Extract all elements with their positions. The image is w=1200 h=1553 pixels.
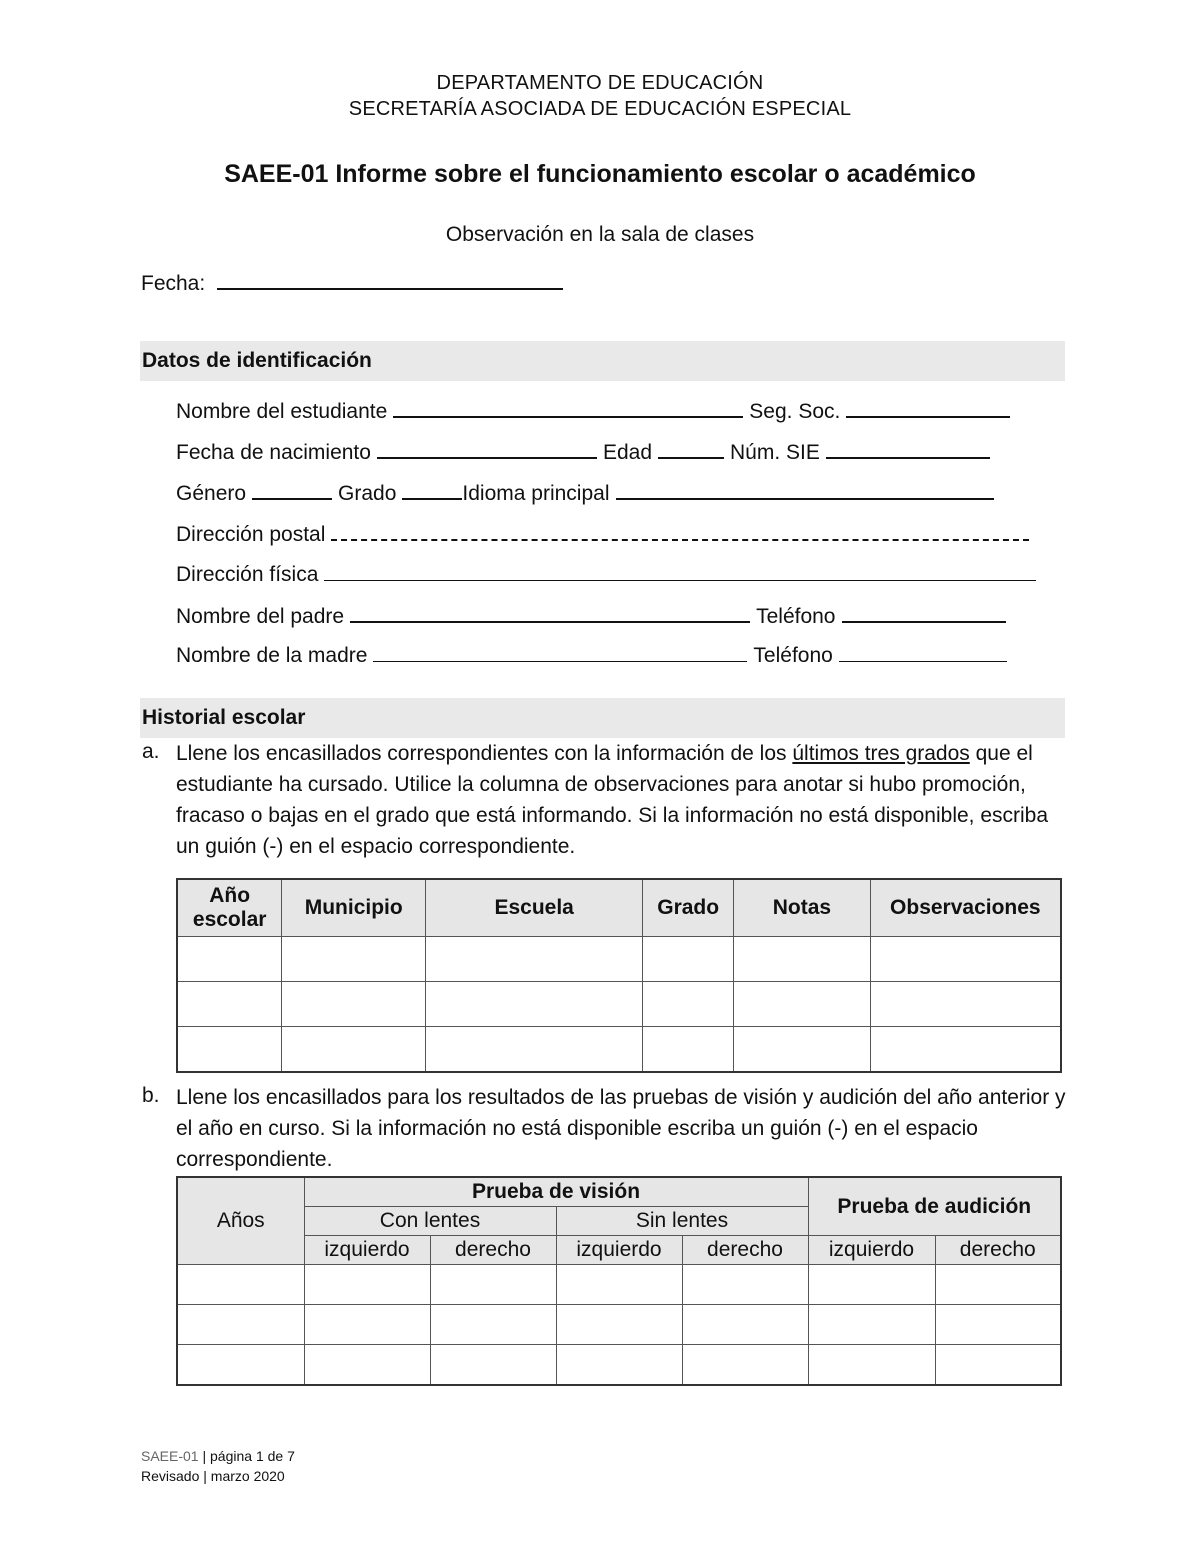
table-row — [177, 1027, 1061, 1073]
table-cell[interactable] — [682, 1305, 808, 1345]
grado-field[interactable] — [402, 480, 462, 500]
direccion-postal-label: Dirección postal — [176, 523, 326, 546]
col-prueba-vision: Prueba de visión — [304, 1177, 808, 1207]
table-cell[interactable] — [556, 1265, 682, 1305]
table-cell[interactable] — [870, 1027, 1061, 1073]
table-cell[interactable] — [304, 1345, 430, 1386]
row-nombre-madre — [176, 643, 1013, 668]
table-cell[interactable] — [870, 937, 1061, 982]
table-cell[interactable] — [177, 1265, 304, 1305]
table-cell[interactable] — [282, 1027, 426, 1073]
item-b-instructions: Llene los encasillados para los resultados de las pruebas de visión y audición del año anterior y el año en curso. Si la información no está disponible escriba un guión (-) en el espacio correspondiente. — [176, 1086, 1066, 1171]
table-cell[interactable] — [177, 1305, 304, 1345]
table-cell[interactable] — [643, 937, 734, 982]
item-a-text-before: Llene los encasillados correspondientes con la información de los — [176, 742, 793, 765]
idioma-label: Idioma principal — [462, 482, 610, 505]
table-cell[interactable] — [426, 937, 643, 982]
item-a-text-after: que el estudiante ha cursado. Utilice la columna de observaciones para anotar si hubo promoción, fracaso o bajas en el grado que está informando. Si la información no está disponible, escriba un guión (-) en el espacio correspondiente. — [176, 742, 1049, 858]
col-aud-derecho: derecho — [935, 1236, 1061, 1265]
table-row — [177, 1265, 1061, 1305]
table-cell[interactable] — [426, 982, 643, 1027]
school-history-table — [176, 878, 1062, 1073]
footer-revised: Revisado — [141, 1468, 200, 1484]
seg-soc-field[interactable] — [846, 398, 1010, 418]
col-notas: Notas — [734, 879, 871, 937]
table-cell[interactable] — [682, 1345, 808, 1386]
table-cell[interactable] — [177, 1027, 282, 1073]
footer-date: | marzo 2020 — [203, 1468, 285, 1484]
table-cell[interactable] — [935, 1305, 1061, 1345]
fecha-field[interactable] — [217, 270, 563, 290]
footer-code: SAEE-01 — [141, 1448, 199, 1464]
item-b-marker: b. — [142, 1084, 160, 1107]
genero-label: Género — [176, 482, 247, 505]
footer-page-info — [141, 1448, 295, 1464]
table-cell[interactable] — [935, 1265, 1061, 1305]
col-ano-escolar: Año escolar — [177, 879, 282, 937]
num-sie-field[interactable] — [826, 439, 990, 459]
table-cell[interactable] — [643, 982, 734, 1027]
table-cell[interactable] — [282, 937, 426, 982]
table-cell[interactable] — [282, 982, 426, 1027]
item-a-marker: a. — [142, 740, 160, 763]
row-direccion-fisica — [176, 562, 1042, 587]
item-a-instructions — [176, 738, 1066, 862]
table-cell[interactable] — [430, 1305, 556, 1345]
table-row — [177, 982, 1061, 1027]
col-prueba-audicion: Prueba de audición — [808, 1177, 1061, 1236]
table-cell[interactable] — [643, 1027, 734, 1073]
row-fecha-nacimiento — [176, 439, 996, 465]
fecha-row — [141, 270, 569, 296]
table-header-row — [177, 879, 1061, 937]
footer-revision — [141, 1468, 285, 1484]
table-cell[interactable] — [808, 1305, 935, 1345]
telefono-padre-field[interactable] — [842, 603, 1006, 623]
fecha-nacimiento-field[interactable] — [377, 439, 597, 459]
nombre-padre-field[interactable] — [350, 603, 750, 623]
grado-label: Grado — [338, 482, 397, 505]
direccion-fisica-field[interactable] — [324, 562, 1036, 581]
idioma-field[interactable] — [616, 480, 994, 500]
item-a-underlined: últimos tres grados — [792, 742, 970, 765]
department-header: DEPARTAMENTO DE EDUCACIÓN — [436, 72, 764, 94]
col-sin-izquierdo: izquierdo — [556, 1236, 682, 1265]
telefono-madre-field[interactable] — [839, 643, 1007, 662]
table-cell[interactable] — [177, 1345, 304, 1386]
col-anos: Años — [177, 1177, 304, 1265]
table-cell[interactable] — [304, 1265, 430, 1305]
table-cell[interactable] — [808, 1345, 935, 1386]
vision-hearing-table — [176, 1176, 1062, 1386]
table-cell[interactable] — [556, 1345, 682, 1386]
table-cell[interactable] — [304, 1305, 430, 1345]
col-con-derecho: derecho — [430, 1236, 556, 1265]
telefono-padre-label: Teléfono — [756, 605, 836, 628]
col-observaciones: Observaciones — [870, 879, 1061, 937]
table-cell[interactable] — [177, 982, 282, 1027]
col-con-izquierdo: izquierdo — [304, 1236, 430, 1265]
table-header-row — [177, 1177, 1061, 1207]
row-nombre-estudiante — [176, 398, 1016, 424]
nombre-madre-field[interactable] — [373, 643, 747, 662]
col-municipio: Municipio — [282, 879, 426, 937]
secretariat-header: SECRETARÍA ASOCIADA DE EDUCACIÓN ESPECIAL — [348, 98, 852, 120]
col-aud-izquierdo: izquierdo — [808, 1236, 935, 1265]
telefono-madre-label: Teléfono — [753, 644, 833, 667]
page-subtitle: Observación en la sala de clases — [445, 223, 755, 246]
edad-field[interactable] — [658, 439, 724, 459]
direccion-postal-field[interactable] — [331, 521, 1029, 541]
num-sie-label: Núm. SIE — [730, 441, 820, 464]
col-con-lentes: Con lentes — [304, 1207, 556, 1236]
row-nombre-padre — [176, 603, 1012, 629]
genero-field[interactable] — [252, 480, 332, 500]
row-genero — [176, 480, 1000, 506]
table-header-row — [177, 1236, 1061, 1265]
table-row — [177, 1305, 1061, 1345]
section-title: Historial escolar — [142, 706, 306, 729]
nombre-madre-label: Nombre de la madre — [176, 644, 368, 667]
table-row — [177, 937, 1061, 982]
footer-page: | página 1 de 7 — [202, 1448, 295, 1464]
edad-label: Edad — [602, 441, 652, 464]
table-cell[interactable] — [734, 1027, 871, 1073]
table-cell[interactable] — [177, 937, 282, 982]
page-title: SAEE-01 Informe sobre el funcionamiento escolar o académico — [224, 160, 976, 188]
nombre-padre-label: Nombre del padre — [176, 605, 345, 628]
table-cell[interactable] — [808, 1265, 935, 1305]
table-cell[interactable] — [734, 982, 871, 1027]
section-datos-identificacion — [140, 341, 1065, 381]
col-grado: Grado — [643, 879, 734, 937]
table-cell[interactable] — [734, 937, 871, 982]
section-title: Datos de identificación — [142, 349, 372, 372]
table-cell[interactable] — [430, 1265, 556, 1305]
table-row — [177, 1345, 1061, 1386]
fecha-label: Fecha: — [141, 272, 206, 295]
table-cell[interactable] — [426, 1027, 643, 1073]
col-sin-lentes: Sin lentes — [556, 1207, 808, 1236]
nombre-estudiante-field[interactable] — [393, 398, 743, 418]
row-direccion-postal — [176, 521, 1035, 547]
section-historial-escolar — [140, 698, 1065, 738]
table-cell[interactable] — [430, 1345, 556, 1386]
table-cell[interactable] — [556, 1305, 682, 1345]
direccion-fisica-label: Dirección física — [176, 563, 319, 586]
col-sin-derecho: derecho — [682, 1236, 808, 1265]
table-cell[interactable] — [682, 1265, 808, 1305]
table-cell[interactable] — [935, 1345, 1061, 1386]
table-cell[interactable] — [870, 982, 1061, 1027]
col-escuela: Escuela — [426, 879, 643, 937]
seg-soc-label: Seg. Soc. — [749, 400, 841, 423]
nombre-estudiante-label: Nombre del estudiante — [176, 400, 388, 423]
fecha-nacimiento-label: Fecha de nacimiento — [176, 441, 371, 464]
